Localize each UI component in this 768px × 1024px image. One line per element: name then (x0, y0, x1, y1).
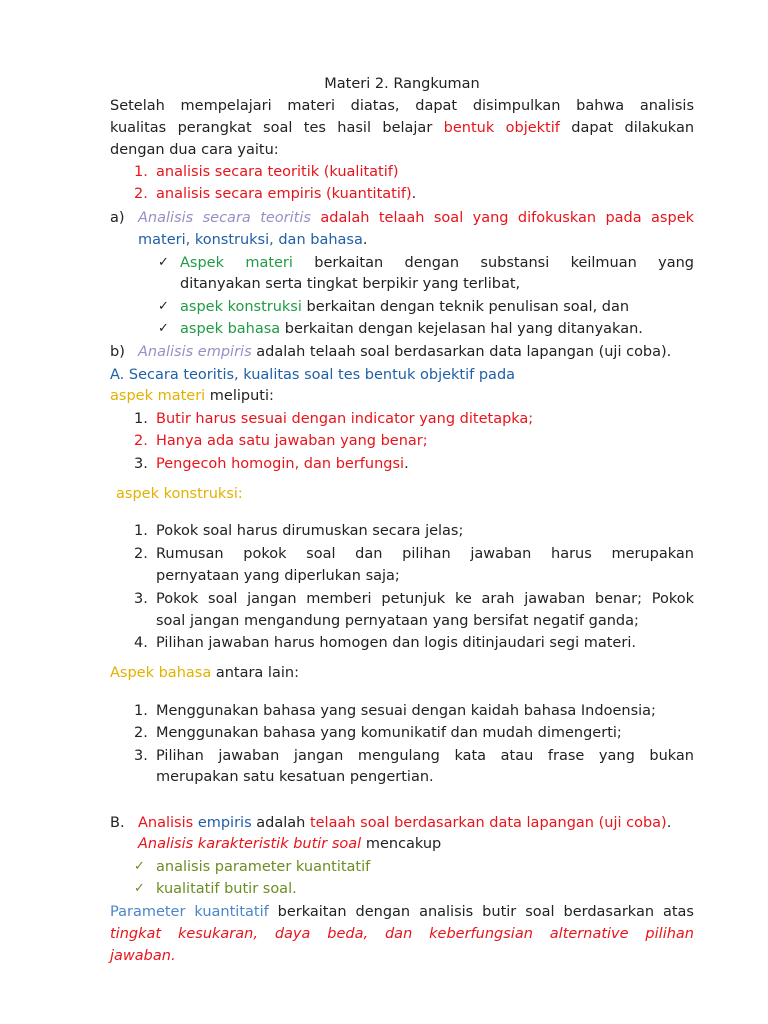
list-item: Rumusan pokok soal dan pilihan jawaban harus merupakan (156, 546, 694, 562)
list-item-text: Pengecoh homogin, dan berfungsi (156, 456, 405, 472)
list-number: 2. (134, 433, 148, 449)
term-analisis-teoritis: Analisis secara teoritis (138, 210, 311, 226)
list-number: 4. (134, 635, 148, 651)
check-item: kualitatif butir soal. (156, 881, 297, 897)
section-b-heading (138, 813, 671, 833)
check-item (180, 253, 694, 273)
section-a-heading: A. Secara teoritis, kualitas soal tes bentuk objektif pada (110, 367, 516, 383)
section-b-sub (138, 834, 441, 854)
list-item (156, 184, 416, 204)
list-item: Pilihan jawaban jangan mengulang kata atau frase yang bukan (156, 748, 694, 764)
intro-text: dapat dilakukan (559, 120, 695, 136)
list-number: 3. (134, 456, 148, 472)
list-number: 2. (134, 546, 148, 562)
list-item: Pokok soal harus dirumuskan secara jelas; (156, 523, 464, 539)
list-marker: a) (110, 210, 125, 226)
list-item: Butir harus sesuai dengan indicator yang ditetapka; (156, 411, 534, 427)
parameter-line-1 (110, 902, 694, 922)
list-item: Pokok soal jangan memberi petunjuk ke arah jawaban benar; Pokok (156, 591, 694, 607)
materi-label-line (110, 386, 274, 406)
list-item: analisis secara teoritik (kualitatif) (156, 164, 399, 180)
list-item-end: . (411, 186, 417, 202)
list-item: Menggunakan bahasa yang sesuai dengan kaidah bahasa Indoensia; (156, 703, 656, 719)
aspect-list: materi, konstruksi, dan bahasa (138, 232, 363, 248)
definition-text: telaah soal berdasarkan data lapangan (uji coba) (309, 815, 667, 831)
check-text: berkaitan dengan kejelasan hal yang ditanyakan. (280, 321, 643, 337)
aspek-bahasa-label: Aspek bahasa (110, 665, 212, 681)
list-item-cont: soal jangan mengandung pernyataan yang bersifat negatif ganda; (156, 613, 639, 629)
aspek-konstruksi-label: aspek konstruksi: (116, 486, 243, 502)
section-b-marker: B. (110, 815, 125, 831)
list-number: 3. (134, 591, 148, 607)
list-item: Pilihan jawaban harus homogen dan logis ditinjaudari segi materi. (156, 635, 636, 651)
check-text: berkaitan dengan substansi keilmuan yang (292, 255, 695, 271)
period: . (404, 456, 409, 472)
check-icon: ✓ (158, 255, 169, 270)
term-aspek-bahasa: aspek bahasa (180, 321, 281, 337)
parameter-line-3: jawaban. (110, 948, 176, 964)
list-number: 2. (134, 725, 148, 741)
materi-rest: meliputi: (205, 388, 274, 404)
period: . (666, 815, 672, 831)
intro-line-3: dengan dua cara yaitu: (110, 142, 279, 158)
word-empiris: empiris (197, 815, 252, 831)
definition-b (138, 342, 671, 362)
list-number: 1. (134, 523, 148, 539)
highlight-bentuk-objektif: bentuk objektif (443, 120, 560, 136)
definition-a-line-2 (138, 230, 367, 250)
term-aspek-konstruksi: aspek konstruksi (180, 299, 302, 315)
sub-rest: mencakup (361, 836, 442, 852)
intro-text: kualitas perangkat soal tes hasil belajar (110, 120, 444, 136)
parameter-line-2: tingkat kesukaran, daya beda, dan keberfungsian alternative pilihan (110, 926, 694, 942)
definition-text: adalah telaah soal berdasarkan data lapangan (uji coba). (251, 344, 672, 360)
check-item: analisis parameter kuantitatif (156, 859, 371, 875)
list-item-cont: merupakan satu kesatuan pengertian. (156, 769, 434, 785)
word-analisis: Analisis (138, 815, 194, 831)
aspek-materi-label: aspek materi (110, 388, 206, 404)
intro-line-2 (110, 118, 694, 138)
list-number: 3. (134, 748, 148, 764)
bahasa-rest: antara lain: (211, 665, 299, 681)
parameter-text: berkaitan dengan analisis butir soal berdasarkan atas (268, 904, 694, 920)
list-item-text: analisis secara empiris (kuantitatif) (156, 186, 412, 202)
page-title: Materi 2. Rangkuman (324, 76, 480, 92)
check-icon: ✓ (134, 859, 145, 874)
definition-text: adalah telaah soal yang difokuskan pada aspek (310, 210, 695, 226)
check-item-cont: ditanyakan serta tingkat berpikir yang terlibat, (180, 276, 521, 292)
list-number: 1. (134, 164, 148, 180)
check-icon: ✓ (158, 299, 169, 314)
check-icon: ✓ (158, 321, 169, 336)
list-marker: b) (110, 344, 125, 360)
term-parameter-kuantitatif: Parameter kuantitatif (110, 904, 269, 920)
check-text: berkaitan dengan teknik penulisan soal, dan (301, 299, 630, 315)
list-item-cont: pernyataan yang diperlukan saja; (156, 568, 400, 584)
term-karakteristik: Analisis karakteristik butir soal (138, 836, 362, 852)
list-item: Menggunakan bahasa yang komunikatif dan mudah dimengerti; (156, 725, 622, 741)
check-icon: ✓ (134, 881, 145, 896)
period: . (362, 232, 368, 248)
list-number: 1. (134, 703, 148, 719)
check-item (180, 297, 629, 317)
intro-line-1: Setelah mempelajari materi diatas, dapat disimpulkan bahwa analisis (110, 98, 694, 114)
definition-a (138, 208, 694, 228)
list-number: 1. (134, 411, 148, 427)
list-item: Hanya ada satu jawaban yang benar; (156, 433, 428, 449)
word-adalah: adalah (251, 815, 310, 831)
check-item (180, 319, 643, 339)
list-number: 2. (134, 186, 148, 202)
term-aspek-materi: Aspek materi (180, 255, 293, 271)
term-analisis-empiris: Analisis empiris (138, 344, 252, 360)
list-item (156, 454, 409, 474)
bahasa-label-line (110, 663, 299, 683)
